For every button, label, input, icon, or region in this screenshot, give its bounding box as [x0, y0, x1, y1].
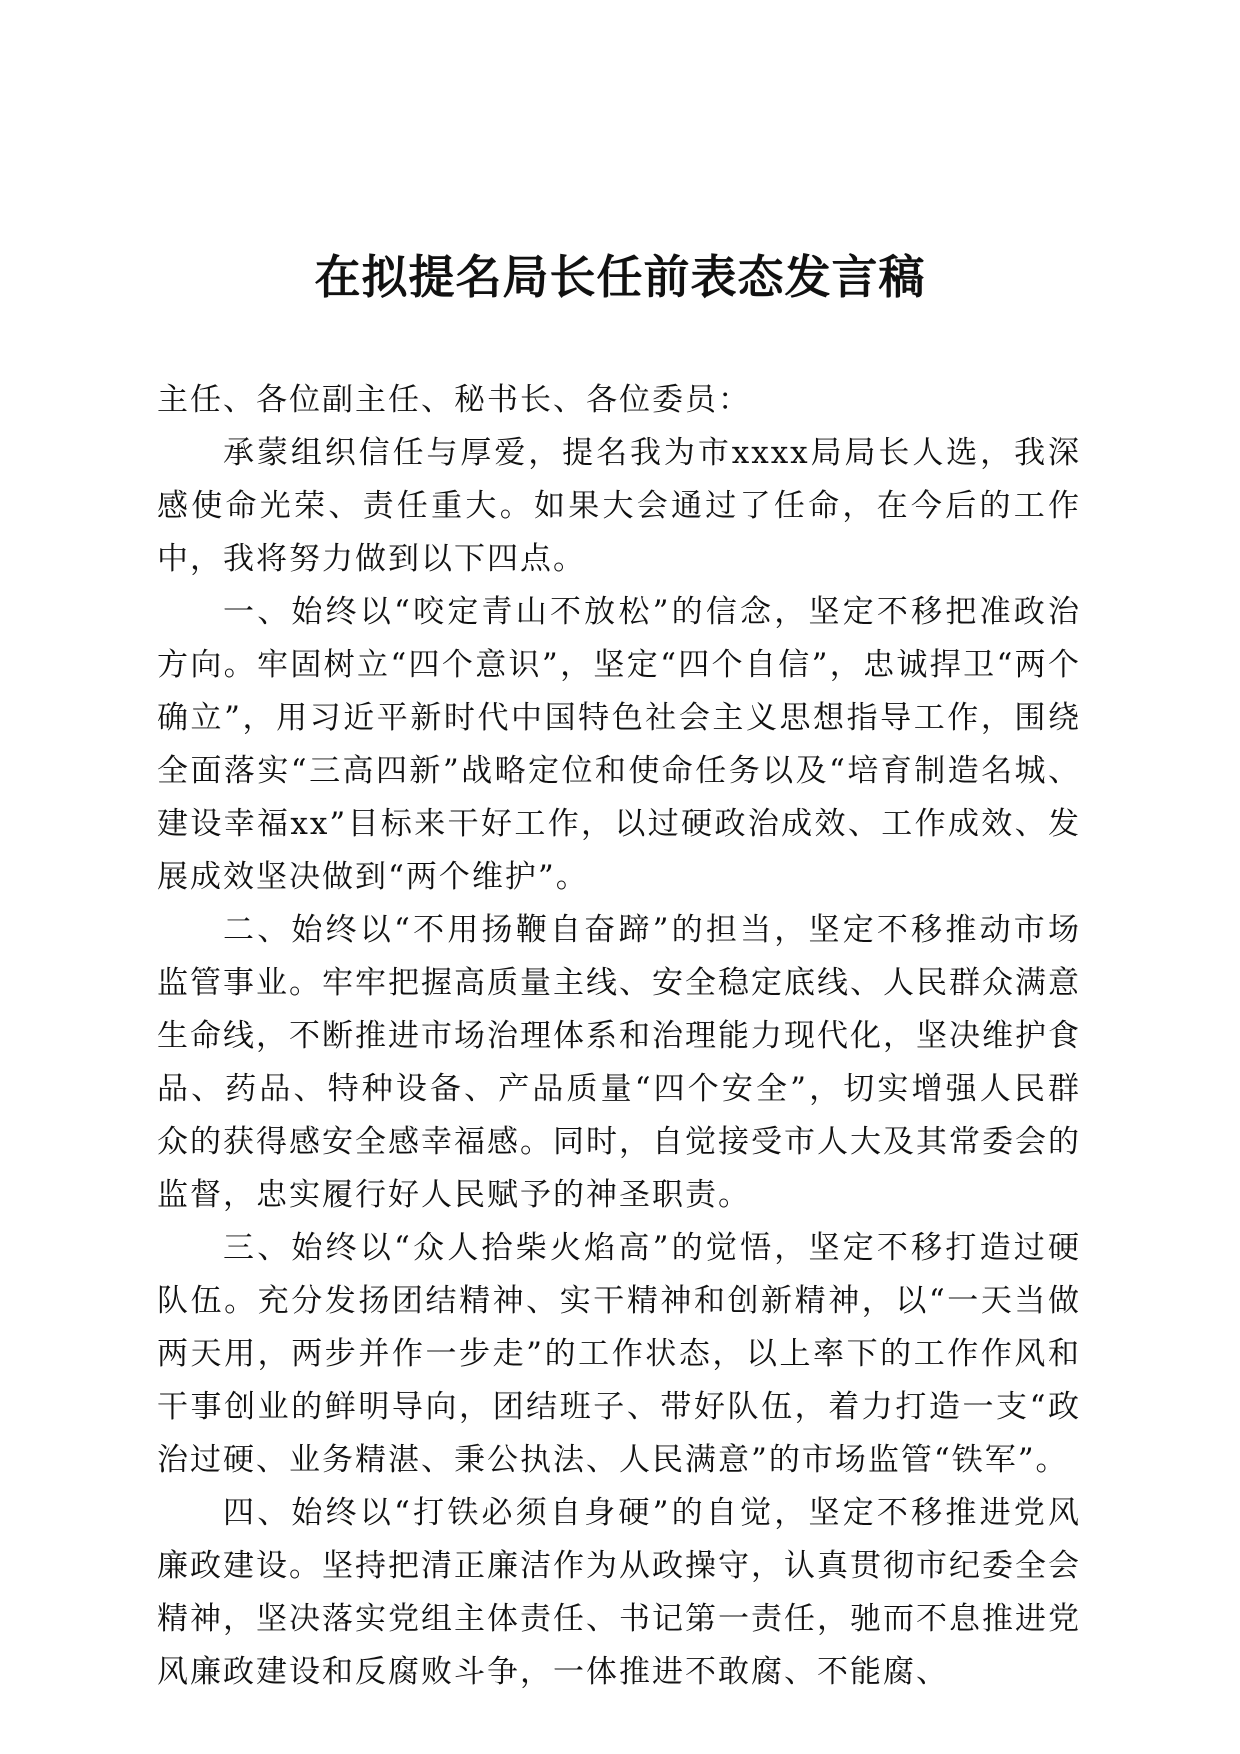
paragraph-point-3: 三、始终以“众人拾柴火焰高”的觉悟，坚定不移打造过硬队伍。充分发扬团结精神、实干精神和创新精神，以“一天当做两天用，两步并作一步走”的工作状态，以上率下的工作作风和干事创业的鲜明导向，团结班子、带好队伍，着力打造一支“政治过硬、业务精湛、秉公执法、人民满意”的市场监管“铁军”。 — [157, 1230, 1081, 1478]
paragraph-point-1: 一、始终以“咬定青山不放松”的信念，坚定不移把准政治方向。牢固树立“四个意识”，坚定“四个自信”，忠诚捍卫“两个确立”，用习近平新时代中国特色社会主义思想指导工作，围绕全面落实“三高四新”战略定位和使命任务以及“培育制造名城、建设幸福xx”目标来干好工作，以过硬政治成效、工作成效、发展成效坚决做到“两个维护”。 — [157, 594, 1081, 895]
paragraph-point-2: 二、始终以“不用扬鞭自奋蹄”的担当，坚定不移推动市场监管事业。牢牢把握高质量主线、安全稳定底线、人民群众满意生命线，不断推进市场治理体系和治理能力现代化，坚决维护食品、药品、特种设备、产品质量“四个安全”，切实增强人民群众的获得感安全感幸福感。同时，自觉接受市人大及其常委会的监督，忠实履行好人民赋予的神圣职责。 — [157, 912, 1081, 1213]
paragraph-intro: 承蒙组织信任与厚爱，提名我为市xxxx局局长人选，我深感使命光荣、责任重大。如果大会通过了任命，在今后的工作中，我将努力做到以下四点。 — [157, 435, 1081, 577]
paragraph-point-4: 四、始终以“打铁必须自身硬”的自觉，坚定不移推进党风廉政建设。坚持把清正廉洁作为从政操守，认真贯彻市纪委全会精神，坚决落实党组主体责任、书记第一责任，驰而不息推进党风廉政建设和反腐败斗争，一体推进不敢腐、不能腐、 — [157, 1495, 1081, 1690]
document-title: 在拟提名局长任前表态发言稿 — [314, 250, 926, 304]
salutation: 主任、各位副主任、秘书长、各位委员： — [157, 382, 751, 418]
document-body — [157, 374, 1081, 1699]
